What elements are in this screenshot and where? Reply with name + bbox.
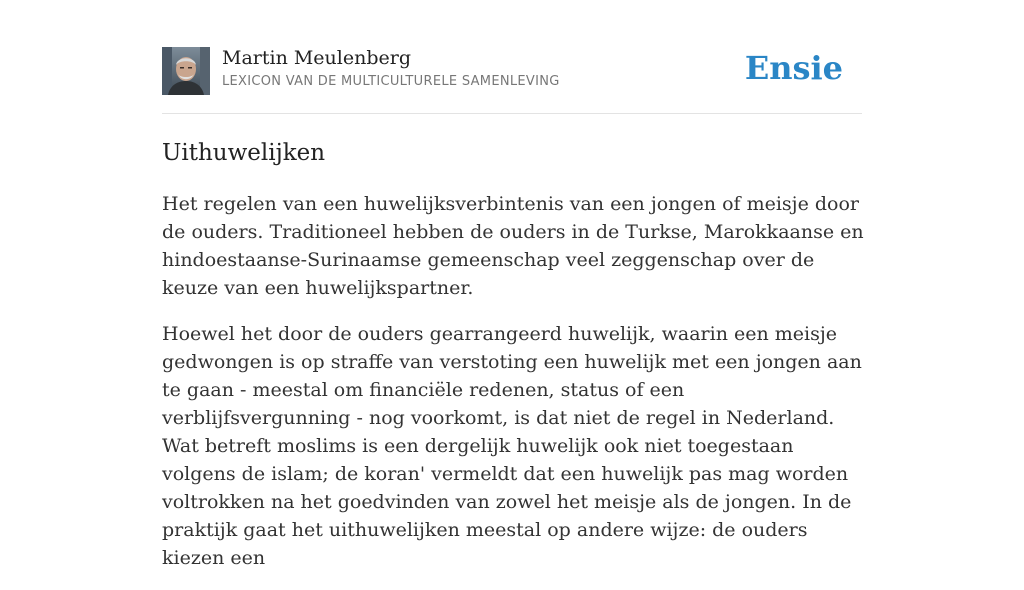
- ensie-logo[interactable]: Ensie: [744, 49, 843, 87]
- header-divider: [162, 113, 862, 114]
- article-header: [162, 46, 862, 98]
- author-name[interactable]: Martin Meulenberg: [222, 47, 411, 69]
- author-avatar[interactable]: [162, 47, 210, 95]
- article-paragraph: Het regelen van een huwelijksverbintenis van een jongen of meisje door de ouders. Traditioneel hebben de ouders in de Turkse, Marokkaanse en hindoestaanse-Surinaamse gemeenschap veel zeggenschap over de keuze van een huwelijkspartner.: [162, 193, 864, 299]
- article-body: [162, 190, 867, 590]
- author-photo-icon: [162, 47, 210, 95]
- lexicon-name[interactable]: LEXICON VAN DE MULTICULTURELE SAMENLEVING: [222, 74, 560, 89]
- article-title: Uithuwelijken: [162, 140, 326, 166]
- article-paragraph: Hoewel het door de ouders gearrangeerd huwelijk, waarin een meisje gedwongen is op straffe van verstoting een huwelijk met een jongen aan te gaan - meestal om financiële redenen, status of een verblijfsvergunning - nog voorkomt, is dat niet de regel in Nederland. Wat betreft moslims is een dergelijk huwelijk ook niet toegestaan volgens de islam; de koran' vermeldt dat een huwelijk pas mag worden voltrokken na het goedvinden van zowel het meisje als de jongen. In de praktijk gaat het uithuwelijken meestal op andere wijze: de ouders kiezen een: [162, 323, 862, 569]
